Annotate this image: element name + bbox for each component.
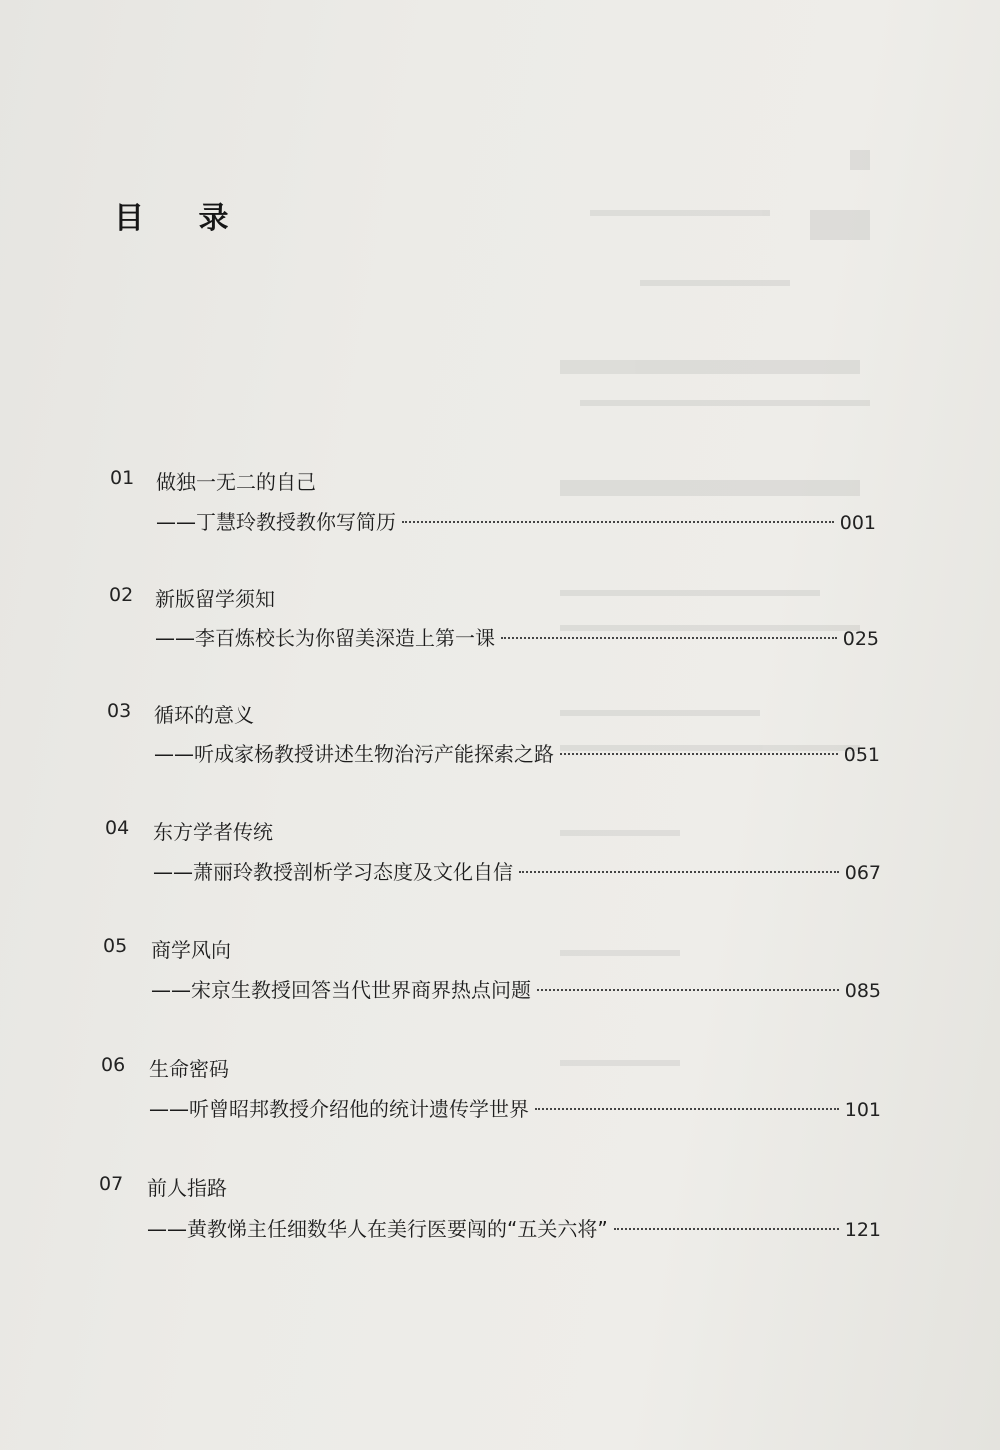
chapter-subline: [153, 856, 881, 885]
dot-leader: [402, 521, 834, 523]
chapter-subtitle: ——听成家杨教授讲述生物治污产能探索之路: [154, 742, 554, 766]
chapter-number: 07: [99, 1173, 124, 1195]
toc-entry: [0, 581, 1000, 651]
chapter-subtitle: ——萧丽玲教授剖析学习态度及文化自信: [153, 860, 513, 884]
toc-entry: [0, 697, 1000, 767]
chapter-subtitle: ——李百炼校长为你留美深造上第一课: [155, 626, 495, 650]
page-number: 085: [844, 980, 881, 1002]
chapter-subtitle: ——丁慧玲教授教你写简历: [156, 510, 396, 534]
chapter-heading: 东方学者传统: [153, 820, 273, 844]
chapter-number: 01: [110, 467, 135, 489]
chapter-heading: 商学风向: [151, 938, 231, 962]
chapter-number: 06: [101, 1054, 126, 1076]
chapter-subline: [156, 506, 876, 535]
chapter-number: 05: [103, 935, 128, 957]
chapter-heading: 循环的意义: [154, 703, 254, 727]
page-number: 121: [844, 1219, 881, 1241]
chapter-subline: [149, 1093, 881, 1122]
page-number: 025: [842, 628, 879, 650]
toc-entry: [0, 932, 1000, 1002]
chapter-heading: 前人指路: [147, 1176, 227, 1200]
chapter-subline: [151, 974, 881, 1003]
dot-leader: [501, 637, 837, 639]
dot-leader: [519, 871, 839, 873]
page-number: 067: [844, 862, 881, 884]
dot-leader: [614, 1228, 839, 1230]
dot-leader: [535, 1108, 839, 1110]
toc-entry: [0, 1051, 1000, 1121]
chapter-heading: 做独一无二的自己: [156, 470, 316, 494]
chapter-number: 04: [105, 817, 130, 839]
toc-entry: [0, 814, 1000, 884]
page-number: 001: [839, 512, 876, 534]
page-number: 051: [843, 744, 880, 766]
chapter-subline: [154, 738, 880, 767]
chapter-heading: 生命密码: [149, 1057, 229, 1081]
chapter-subline: [155, 622, 879, 651]
chapter-subtitle: ——宋京生教授回答当代世界商界热点问题: [151, 978, 531, 1002]
chapter-number: 02: [109, 584, 134, 606]
toc-entry: [0, 1170, 1000, 1240]
chapter-subtitle: ——听曾昭邦教授介绍他的统计遗传学世界: [149, 1097, 529, 1121]
chapter-number: 03: [107, 700, 132, 722]
dot-leader: [560, 753, 838, 755]
chapter-subtitle: ——黄教悌主任细数华人在美行医要闯的“五关六将”: [147, 1217, 608, 1241]
page-title: 目 录: [114, 201, 251, 236]
toc-entry: [0, 464, 1000, 534]
chapter-subline: [147, 1213, 881, 1242]
page-number: 101: [844, 1099, 881, 1121]
dot-leader: [537, 989, 839, 991]
chapter-heading: 新版留学须知: [155, 587, 275, 611]
